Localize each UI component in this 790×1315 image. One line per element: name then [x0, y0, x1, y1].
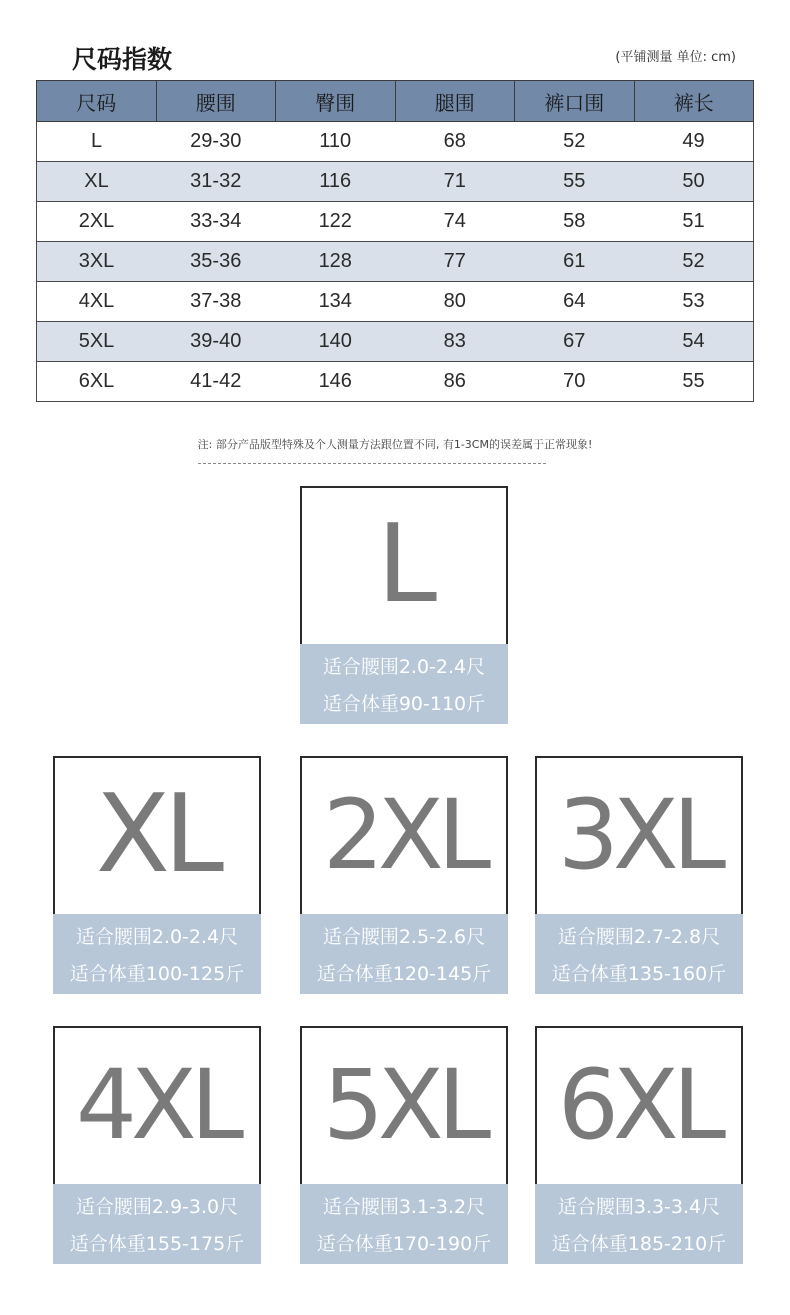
size-card-5xl: [300, 1026, 508, 1264]
table-cell: 37-38: [156, 282, 276, 322]
table-cell: 53: [634, 282, 754, 322]
table-row: [37, 122, 754, 162]
weight-fit: 适合体重100-125斤: [69, 963, 245, 985]
table-cell: 33-34: [156, 202, 276, 242]
column-header: 裤长: [634, 81, 754, 122]
size-info: [53, 1184, 261, 1264]
weight-fit: 适合体重155-175斤: [69, 1233, 245, 1255]
table-cell: 128: [276, 242, 396, 282]
column-header: 尺码: [37, 81, 157, 122]
weight-fit: 适合体重135-160斤: [551, 963, 727, 985]
table-cell: 5XL: [37, 322, 157, 362]
size-info: [535, 1184, 743, 1264]
column-header: 臀围: [276, 81, 396, 122]
waist-fit: 适合腰围3.1-3.2尺: [322, 1196, 486, 1218]
size-label: 2XL: [322, 779, 486, 891]
unit-note: (平铺测量 单位: cm): [615, 50, 736, 65]
table-cell: 29-30: [156, 122, 276, 162]
table-cell: 86: [395, 362, 515, 402]
size-label: XL: [95, 772, 219, 897]
table-cell: 55: [634, 362, 754, 402]
table-cell: 58: [515, 202, 635, 242]
table-cell: 110: [276, 122, 396, 162]
size-card-l: [300, 486, 508, 724]
size-label: 5XL: [322, 1049, 486, 1161]
size-card-6xl: [535, 1026, 743, 1264]
table-cell: XL: [37, 162, 157, 202]
size-info: [53, 914, 261, 994]
table-cell: 52: [634, 242, 754, 282]
table-cell: 77: [395, 242, 515, 282]
table-cell: 134: [276, 282, 396, 322]
table-cell: 54: [634, 322, 754, 362]
size-label: 6XL: [557, 1049, 721, 1161]
table-cell: 49: [634, 122, 754, 162]
table-cell: 39-40: [156, 322, 276, 362]
table-cell: 64: [515, 282, 635, 322]
table-cell: 122: [276, 202, 396, 242]
page-title: 尺码指数: [72, 45, 173, 74]
size-card-4xl: [53, 1026, 261, 1264]
size-label: 4XL: [75, 1049, 239, 1161]
size-card-3xl: [535, 756, 743, 994]
table-cell: 80: [395, 282, 515, 322]
size-info: [300, 644, 508, 724]
size-card-2xl: [300, 756, 508, 994]
size-info: [300, 914, 508, 994]
table-cell: 41-42: [156, 362, 276, 402]
table-cell: 4XL: [37, 282, 157, 322]
table-cell: 6XL: [37, 362, 157, 402]
table-cell: 74: [395, 202, 515, 242]
table-cell: 71: [395, 162, 515, 202]
table-cell: 55: [515, 162, 635, 202]
size-label: L: [376, 502, 432, 627]
table-cell: 67: [515, 322, 635, 362]
waist-fit: 适合腰围2.0-2.4尺: [75, 926, 239, 948]
table-row: [37, 202, 754, 242]
table-cell: 116: [276, 162, 396, 202]
table-cell: 2XL: [37, 202, 157, 242]
table-row: [37, 362, 754, 402]
weight-fit: 适合体重170-190斤: [316, 1233, 492, 1255]
waist-fit: 适合腰围2.9-3.0尺: [75, 1196, 239, 1218]
weight-fit: 适合体重120-145斤: [316, 963, 492, 985]
waist-fit: 适合腰围2.7-2.8尺: [557, 926, 721, 948]
size-info: [535, 914, 743, 994]
column-header: 腿围: [395, 81, 515, 122]
table-row: [37, 242, 754, 282]
size-table: [36, 80, 754, 402]
size-info: [300, 1184, 508, 1264]
table-cell: 51: [634, 202, 754, 242]
table-cell: L: [37, 122, 157, 162]
table-cell: 3XL: [37, 242, 157, 282]
table-cell: 146: [276, 362, 396, 402]
waist-fit: 适合腰围2.0-2.4尺: [322, 656, 486, 678]
table-cell: 140: [276, 322, 396, 362]
table-cell: 83: [395, 322, 515, 362]
table-header-row: [37, 81, 754, 122]
table-cell: 61: [515, 242, 635, 282]
table-cell: 35-36: [156, 242, 276, 282]
table-cell: 50: [634, 162, 754, 202]
waist-fit: 适合腰围2.5-2.6尺: [322, 926, 486, 948]
weight-fit: 适合体重90-110斤: [322, 693, 486, 715]
table-row: [37, 282, 754, 322]
table-cell: 68: [395, 122, 515, 162]
table-row: [37, 162, 754, 202]
table-row: [37, 322, 754, 362]
table-cell: 31-32: [156, 162, 276, 202]
table-cell: 52: [515, 122, 635, 162]
dashed-divider: [198, 463, 546, 464]
size-label: 3XL: [557, 779, 721, 891]
size-card-xl: [53, 756, 261, 994]
column-header: 腰围: [156, 81, 276, 122]
table-cell: 70: [515, 362, 635, 402]
waist-fit: 适合腰围3.3-3.4尺: [557, 1196, 721, 1218]
column-header: 裤口围: [515, 81, 635, 122]
measurement-note: 注: 部分产品版型特殊及个人测量方法跟位置不同, 有1-3CM的误差属于正常现象!: [197, 438, 593, 451]
weight-fit: 适合体重185-210斤: [551, 1233, 727, 1255]
